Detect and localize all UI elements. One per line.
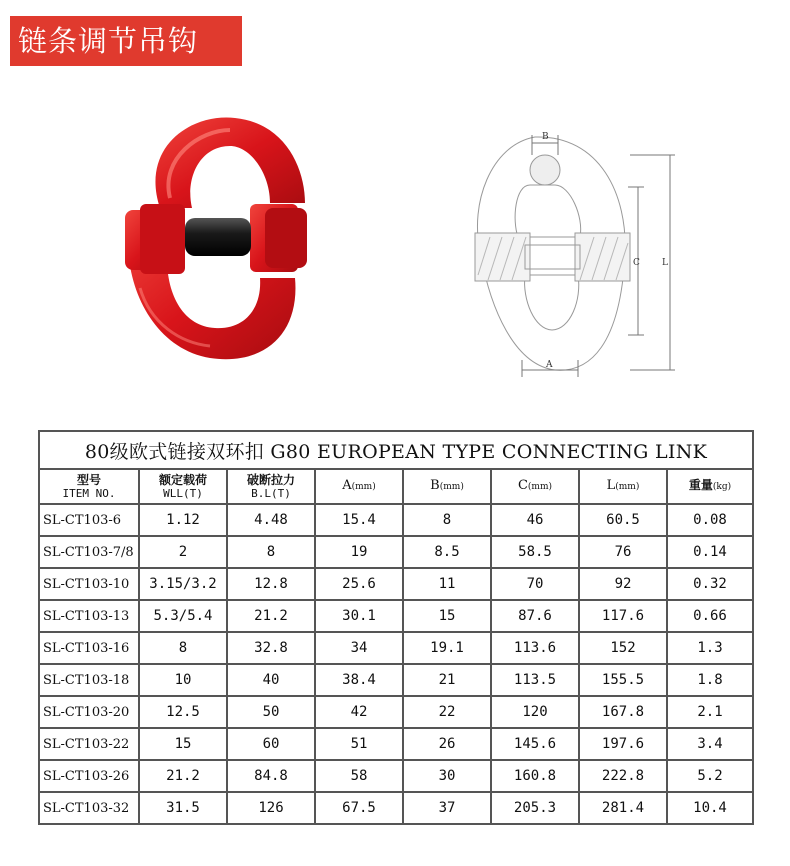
table-cell: 84.8 — [227, 760, 315, 792]
table-title: 80级欧式链接双环扣 G80 EUROPEAN TYPE CONNECTING LINK — [39, 431, 753, 469]
table-cell: 222.8 — [579, 760, 667, 792]
table-row — [39, 632, 753, 664]
table-cell: 11 — [403, 568, 491, 600]
table-cell: 0.14 — [667, 536, 753, 568]
table-cell: 26 — [403, 728, 491, 760]
item-number-cell: SL-CT103-32 — [39, 792, 139, 824]
table-cell: 160.8 — [491, 760, 579, 792]
table-cell: 3.15/3.2 — [139, 568, 227, 600]
table-cell: 32.8 — [227, 632, 315, 664]
table-cell: 126 — [227, 792, 315, 824]
table-cell: 1.3 — [667, 632, 753, 664]
item-number-cell: SL-CT103-20 — [39, 696, 139, 728]
table-cell: 30 — [403, 760, 491, 792]
dim-label-b: B — [542, 132, 549, 142]
table-cell: 22 — [403, 696, 491, 728]
table-cell: 2.1 — [667, 696, 753, 728]
table-row — [39, 664, 753, 696]
table-row — [39, 568, 753, 600]
table-header-cell — [39, 469, 139, 504]
table-cell: 120 — [491, 696, 579, 728]
table-cell: 58 — [315, 760, 403, 792]
item-number-cell: SL-CT103-6 — [39, 504, 139, 536]
table-row — [39, 600, 753, 632]
table-row — [39, 696, 753, 728]
table-cell: 87.6 — [491, 600, 579, 632]
header-label: 重量 — [688, 478, 713, 492]
table-cell: 50 — [227, 696, 315, 728]
header-unit: (kg) — [712, 482, 732, 492]
table-cell: 40 — [227, 664, 315, 696]
header-unit: (mm) — [439, 482, 464, 492]
table-cell: 5.3/5.4 — [139, 600, 227, 632]
header-unit: (mm) — [527, 482, 553, 492]
table-header-cell — [403, 469, 491, 504]
dim-label-a: A — [546, 360, 553, 370]
table-cell: 0.66 — [667, 600, 753, 632]
header-label: A — [342, 478, 352, 493]
table-cell: 12.5 — [139, 696, 227, 728]
table-cell: 37 — [403, 792, 491, 824]
item-number-cell: SL-CT103-7/8 — [39, 536, 139, 568]
table-cell: 25.6 — [315, 568, 403, 600]
table-header-row — [39, 469, 753, 504]
table-row — [39, 536, 753, 568]
header-label-zh: 破断拉力 — [246, 472, 295, 487]
item-number-cell: SL-CT103-13 — [39, 600, 139, 632]
spec-table — [38, 430, 754, 825]
table-cell: 0.08 — [667, 504, 753, 536]
table-cell: 60.5 — [579, 504, 667, 536]
dim-label-l: L — [662, 258, 668, 268]
table-cell: 3.4 — [667, 728, 753, 760]
table-row — [39, 728, 753, 760]
table-cell: 8 — [403, 504, 491, 536]
item-number-cell: SL-CT103-26 — [39, 760, 139, 792]
table-cell: 10.4 — [667, 792, 753, 824]
header-label: B — [430, 478, 440, 493]
table-cell: 4.48 — [227, 504, 315, 536]
header-label-zh: 型号 — [76, 472, 101, 487]
table-row — [39, 792, 753, 824]
table-cell: 76 — [579, 536, 667, 568]
table-cell: 155.5 — [579, 664, 667, 696]
table-cell: 58.5 — [491, 536, 579, 568]
header-unit: (mm) — [351, 482, 376, 492]
table-cell: 21.2 — [227, 600, 315, 632]
header-unit: (mm) — [615, 482, 640, 492]
table-cell: 145.6 — [491, 728, 579, 760]
item-number-cell: SL-CT103-22 — [39, 728, 139, 760]
table-cell: 46 — [491, 504, 579, 536]
table-cell: 1.8 — [667, 664, 753, 696]
connecting-link-photo — [100, 108, 340, 378]
header-label: L — [606, 478, 616, 493]
table-cell: 30.1 — [315, 600, 403, 632]
header-label-en: B.L(T) — [251, 486, 291, 500]
table-cell: 34 — [315, 632, 403, 664]
table-cell: 67.5 — [315, 792, 403, 824]
table-header-cell — [579, 469, 667, 504]
item-number-cell: SL-CT103-10 — [39, 568, 139, 600]
table-cell: 281.4 — [579, 792, 667, 824]
table-cell: 19 — [315, 536, 403, 568]
table-cell: 60 — [227, 728, 315, 760]
table-header-cell — [491, 469, 579, 504]
table-cell: 197.6 — [579, 728, 667, 760]
dimension-drawing — [460, 125, 690, 380]
table-cell: 1.12 — [139, 504, 227, 536]
table-header-cell — [315, 469, 403, 504]
table-cell: 92 — [579, 568, 667, 600]
table-cell: 167.8 — [579, 696, 667, 728]
header-label-en: WLL(T) — [163, 486, 203, 500]
table-cell: 5.2 — [667, 760, 753, 792]
table-cell: 42 — [315, 696, 403, 728]
table-cell: 117.6 — [579, 600, 667, 632]
page-title-banner — [10, 16, 242, 66]
item-number-cell: SL-CT103-18 — [39, 664, 139, 696]
table-cell: 205.3 — [491, 792, 579, 824]
table-header-cell — [139, 469, 227, 504]
table-cell: 31.5 — [139, 792, 227, 824]
table-row — [39, 504, 753, 536]
header-label: C — [517, 478, 528, 493]
table-cell: 113.5 — [491, 664, 579, 696]
table-cell: 15.4 — [315, 504, 403, 536]
table-row — [39, 760, 753, 792]
table-cell: 21 — [403, 664, 491, 696]
table-header-cell — [667, 469, 753, 504]
table-cell: 70 — [491, 568, 579, 600]
table-cell: 38.4 — [315, 664, 403, 696]
page-title: 链条调节吊钩 — [18, 24, 199, 58]
table-body — [39, 504, 753, 824]
item-number-cell: SL-CT103-16 — [39, 632, 139, 664]
table-header-cell — [227, 469, 315, 504]
table-cell: 0.32 — [667, 568, 753, 600]
table-cell: 15 — [139, 728, 227, 760]
table-cell: 8 — [139, 632, 227, 664]
table-cell: 152 — [579, 632, 667, 664]
table-cell: 2 — [139, 536, 227, 568]
header-label-en: ITEM NO. — [62, 486, 116, 500]
header-label-zh: 额定载荷 — [158, 472, 207, 487]
table-cell: 51 — [315, 728, 403, 760]
table-cell: 15 — [403, 600, 491, 632]
table-cell: 113.6 — [491, 632, 579, 664]
table-cell: 12.8 — [227, 568, 315, 600]
table-cell: 8.5 — [403, 536, 491, 568]
table-cell: 10 — [139, 664, 227, 696]
dim-label-c: C — [633, 258, 640, 268]
table-cell: 8 — [227, 536, 315, 568]
table-cell: 19.1 — [403, 632, 491, 664]
table-cell: 21.2 — [139, 760, 227, 792]
